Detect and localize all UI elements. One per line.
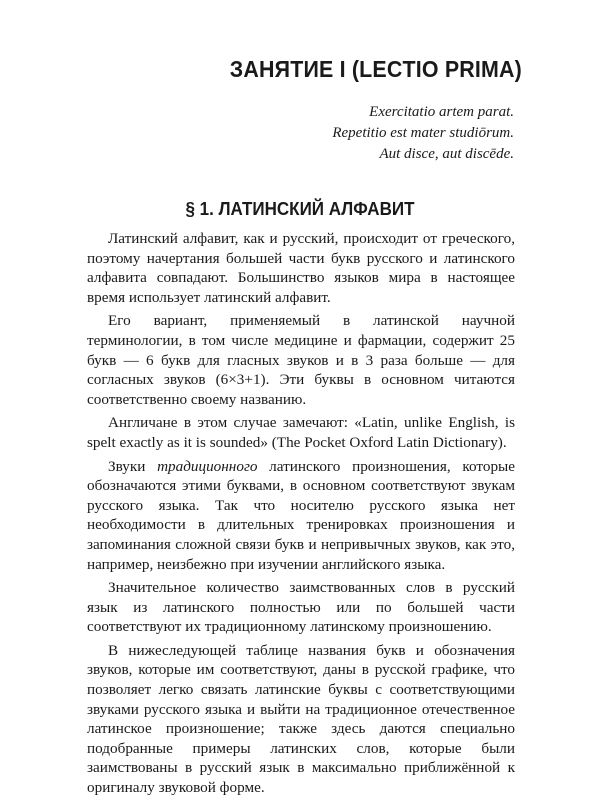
paragraph: Его вариант, применяемый в латинской научной терминологии, в том числе медицине и фармации, содержит 25 букв — 6 букв для гласных звуков и в 3 раза больше — для согласных звуков (6×3+1). Эти буквы в основном читаются соответственно своему названию. — [87, 312, 515, 408]
epigraph-line: Exercitatio artem parat. — [369, 104, 514, 120]
epigraph-line: Repetitio est mater studiōrum. — [332, 125, 514, 141]
paragraph-text: Звуки — [108, 457, 158, 475]
emphasis-text: традиционного — [157, 457, 258, 475]
epigraph — [332, 102, 514, 165]
paragraph: Значительное количество заимствованных слов в русский язык из латинского полностью или по большей части соответствуют их традиционному латинскому произношению. — [87, 579, 515, 636]
paragraph: Англичане в этом случае замечают: «Latin, unlike English, is spelt exactly as it is sounded» (The Pocket Oxford Latin Dictionary). — [87, 414, 515, 451]
lesson-title: ЗАНЯТИЕ I (LECTIO PRIMA) — [229, 56, 522, 82]
paragraph: Латинский алфавит, как и русский, происходит от греческого, поэтому начертания большей части букв русского и латинского алфавита совпадают. Большинство языков мира в настоящее время использует латинский алфавит. — [87, 230, 515, 306]
paragraph — [87, 457, 515, 575]
paragraph: В нижеследующей таблице названия букв и обозначения звуков, которые им соответствуют, даны в русской графике, что позволяет легко связать латинские буквы с соответствующими звуками русского языка и выйти на традиционное отечественное латинское произношение; также здесь даются специально подобранные примеры латинских слов, которые были заимствованы в русский язык в максимально приближённой к оригиналу звуковой форме. — [87, 641, 515, 797]
epigraph-line: Aut disce, aut discēde. — [379, 146, 514, 162]
section-title: § 1. ЛАТИНСКИЙ АЛФАВИТ — [185, 198, 415, 219]
paragraph-text: латинского произношения, которые обозначаются этими буквами, в основном соответствуют звукам русского языка. Так что носителю русского языка нет необходимости в длительных тренировках произношения и запоминания сложной связи букв и непривычных звуков, как это, например, неизбежно при изучении английского языка. — [87, 457, 515, 573]
body-text — [87, 229, 515, 802]
